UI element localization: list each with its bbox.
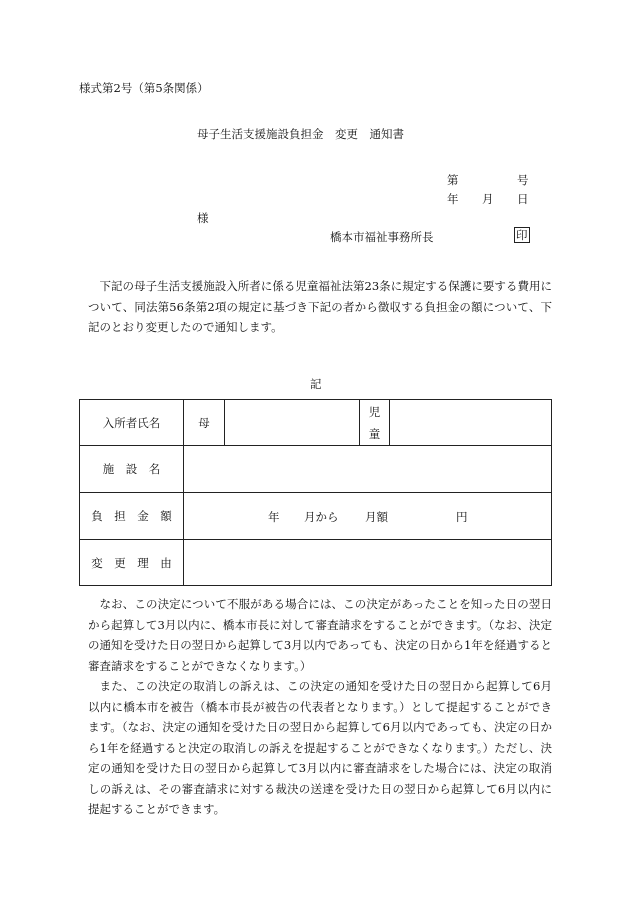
- intro-paragraph: 下記の母子生活支援施設入所者に係る児童福祉法第23条に規定する保護に要する費用について、同法第56条第2項の規定に基づき下記の者から徴収する負担金の額について、下記のとおり変更したので通知します。: [88, 279, 552, 334]
- change-reason-label: 変 更 理 由: [80, 540, 184, 586]
- resident-name-row: [80, 400, 552, 446]
- child-label-char-2: 童: [368, 426, 381, 441]
- document-number-go: 号: [517, 173, 529, 187]
- burden-amount-field[interactable]: [184, 493, 552, 540]
- seal-mark: [514, 227, 530, 243]
- issue-day-label: 日: [517, 192, 529, 206]
- issue-year-label: 年: [447, 192, 459, 206]
- child-label: [360, 400, 390, 446]
- facility-name-label: 施 設 名: [80, 446, 184, 493]
- child-label-char-1: 児: [368, 404, 381, 419]
- facility-row: [80, 446, 552, 493]
- amount-row: [80, 493, 552, 540]
- ki-heading: 記: [310, 377, 322, 391]
- mother-name-field[interactable]: [225, 400, 360, 446]
- issue-month-label: 月: [482, 192, 494, 206]
- burden-amount-label: 負 担 金 額: [80, 493, 184, 540]
- facility-name-field[interactable]: [184, 446, 552, 493]
- amount-monthly-label: 月額: [365, 510, 388, 524]
- issuer-name: 橋本市福祉事務所長: [330, 230, 434, 244]
- seal-text: 印: [516, 228, 528, 242]
- appeal-notice-paragraph: なお、この決定について不服がある場合には、この決定があったことを知った日の翌日から起算して3月以内に、橋本市長に対して審査請求をすることができます。（なお、決定の通知を受けた日の翌日から起算して3月以内であっても、決定の日から1年を経過すると審査請求をすることができなくなります。）: [88, 597, 552, 673]
- recipient-honorific: 様: [197, 211, 209, 225]
- reason-row: [80, 540, 552, 586]
- amount-yen-label: 円: [456, 510, 468, 524]
- lawsuit-notice-paragraph: また、この決定の取消しの訴えは、この決定の通知を受けた日の翌日から起算して6月以内に橋本市を被告（橋本市長が被告の代表者となります。）として提起することができます。（なお、決定の通知を受けた日の翌日から起算して6月以内であっても、決定の日から1年を経過すると決定の取消しの訴えを提起することができなくなります。）ただし、決定の通知を受けた日の翌日から起算して3月以内に審査請求をした場合には、決定の取消しの訴えは、その審査請求に対する裁決の送達を受けた日の翌日から起算して6月以内に提起することができます。: [88, 679, 552, 816]
- document-title: 母子生活支援施設負担金 変更 通知書: [197, 127, 404, 141]
- details-table: [79, 399, 552, 586]
- amount-year-label: 年: [268, 510, 280, 524]
- form-number: 様式第2号（第5条関係）: [79, 81, 209, 95]
- document-number-dai: 第: [447, 173, 459, 187]
- resident-name-label: 入所者氏名: [80, 400, 184, 446]
- mother-label: 母: [184, 400, 225, 446]
- change-reason-field[interactable]: [184, 540, 552, 586]
- amount-month-from-label: 月から: [304, 510, 339, 524]
- child-name-field[interactable]: [390, 400, 552, 446]
